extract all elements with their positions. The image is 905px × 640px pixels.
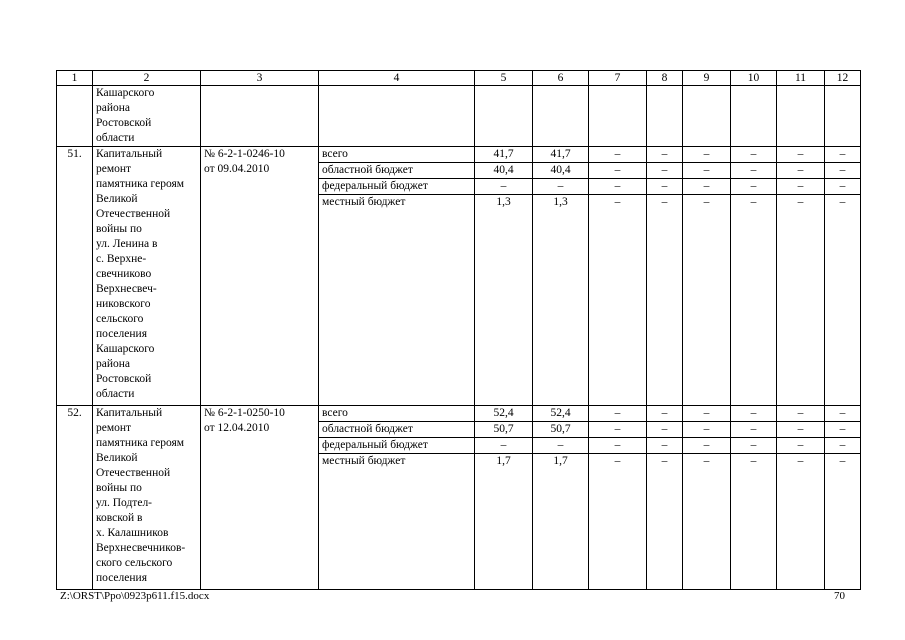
text-line: ремонт xyxy=(96,163,132,175)
empty-cell xyxy=(731,86,777,147)
budget-label: федеральный бюджет xyxy=(319,179,475,195)
text-line: Отечественной xyxy=(96,467,171,479)
text-line: ковской в xyxy=(96,512,143,524)
value-col5: – xyxy=(475,179,533,195)
value-col8: – xyxy=(647,438,683,454)
text-line: ул. Ленина в xyxy=(96,238,158,250)
value-col11: – xyxy=(777,195,825,406)
text-line: памятника героям xyxy=(96,178,185,190)
value-col5: 50,7 xyxy=(475,422,533,438)
empty-cell xyxy=(683,86,731,147)
header-cell: 4 xyxy=(319,71,475,86)
text-line: ского сельского xyxy=(96,557,173,569)
text-line: Кашарского xyxy=(96,87,155,99)
value-col7: – xyxy=(589,195,647,406)
value-col7: – xyxy=(589,147,647,163)
value-col10: – xyxy=(731,147,777,163)
budget-label: местный бюджет xyxy=(319,195,475,406)
page-number: 70 xyxy=(834,590,845,602)
value-col5: – xyxy=(475,438,533,454)
value-col9: – xyxy=(683,438,731,454)
value-col11: – xyxy=(777,438,825,454)
header-cell: 1 xyxy=(57,71,93,86)
text-line: района xyxy=(96,358,131,370)
header-cell: 3 xyxy=(201,71,319,86)
budget-row xyxy=(57,406,861,422)
value-col6: – xyxy=(533,438,589,454)
header-cell: 11 xyxy=(777,71,825,86)
empty-cell xyxy=(57,86,93,147)
text-line: района xyxy=(96,102,131,114)
value-col9: – xyxy=(683,147,731,163)
value-col12: – xyxy=(825,179,861,195)
header-cell: 8 xyxy=(647,71,683,86)
budget-label: областной бюджет xyxy=(319,422,475,438)
budget-label: всего xyxy=(319,147,475,163)
value-col12: – xyxy=(825,163,861,179)
document-table xyxy=(56,70,861,590)
value-col5: 1,3 xyxy=(475,195,533,406)
header-cell: 5 xyxy=(475,71,533,86)
text-line: ремонт xyxy=(96,422,132,434)
value-col7: – xyxy=(589,406,647,422)
value-col8: – xyxy=(647,422,683,438)
value-col11: – xyxy=(777,163,825,179)
value-col10: – xyxy=(731,422,777,438)
value-col10: – xyxy=(731,163,777,179)
header-cell: 9 xyxy=(683,71,731,86)
text-line: Верхнесвеч- xyxy=(96,283,157,295)
header-cell: 6 xyxy=(533,71,589,86)
value-col5: 52,4 xyxy=(475,406,533,422)
footer-file-path: Z:\ORST\Ppo\0923p611.f15.docx xyxy=(60,590,210,602)
text-line: Верхнесвечников- xyxy=(96,542,186,554)
text-line: области xyxy=(96,388,135,400)
text-line: № 6-2-1-0250-10 xyxy=(204,407,285,419)
value-col12: – xyxy=(825,422,861,438)
document-reference xyxy=(201,406,319,590)
value-col12: – xyxy=(825,147,861,163)
value-col8: – xyxy=(647,163,683,179)
value-col11: – xyxy=(777,147,825,163)
value-col10: – xyxy=(731,179,777,195)
value-col8: – xyxy=(647,195,683,406)
text-line: войны по xyxy=(96,482,142,494)
text-line: № 6-2-1-0246-10 xyxy=(204,148,285,160)
record-number: 51. xyxy=(57,147,93,406)
empty-cell xyxy=(777,86,825,147)
budget-label: всего xyxy=(319,406,475,422)
value-col8: – xyxy=(647,406,683,422)
text-line: свечниково xyxy=(96,268,152,280)
text-line: Капитальный xyxy=(96,407,163,419)
value-col5: 40,4 xyxy=(475,163,533,179)
value-col12: – xyxy=(825,438,861,454)
value-col10: – xyxy=(731,406,777,422)
header-cell: 7 xyxy=(589,71,647,86)
text-line: Великой xyxy=(96,452,138,464)
header-cell: 2 xyxy=(93,71,201,86)
value-col12: – xyxy=(825,454,861,590)
value-col9: – xyxy=(683,422,731,438)
value-col7: – xyxy=(589,179,647,195)
empty-cell xyxy=(825,86,861,147)
text-line: никовского xyxy=(96,298,151,310)
value-col7: – xyxy=(589,163,647,179)
empty-cell xyxy=(647,86,683,147)
text-line: от 12.04.2010 xyxy=(204,422,270,434)
value-col6: 1,7 xyxy=(533,454,589,590)
object-name-continued xyxy=(93,86,201,147)
value-col6: 52,4 xyxy=(533,406,589,422)
value-col11: – xyxy=(777,406,825,422)
budget-label: федеральный бюджет xyxy=(319,438,475,454)
text-line: Великой xyxy=(96,193,138,205)
value-col10: – xyxy=(731,438,777,454)
empty-cell xyxy=(475,86,533,147)
text-line: поселения xyxy=(96,328,147,340)
value-col10: – xyxy=(731,195,777,406)
value-col7: – xyxy=(589,454,647,590)
value-col9: – xyxy=(683,179,731,195)
text-line: от 09.04.2010 xyxy=(204,163,270,175)
value-col9: – xyxy=(683,406,731,422)
header-cell: 10 xyxy=(731,71,777,86)
text-line: войны по xyxy=(96,223,142,235)
continuation-row xyxy=(57,86,861,147)
value-col6: 50,7 xyxy=(533,422,589,438)
value-col12: – xyxy=(825,195,861,406)
value-col7: – xyxy=(589,422,647,438)
value-col5: 41,7 xyxy=(475,147,533,163)
text-line: сельского xyxy=(96,313,144,325)
value-col5: 1,7 xyxy=(475,454,533,590)
value-col9: – xyxy=(683,454,731,590)
empty-cell xyxy=(201,86,319,147)
text-line: Капитальный xyxy=(96,148,163,160)
header-row xyxy=(57,71,861,86)
object-name xyxy=(93,406,201,590)
value-col6: 41,7 xyxy=(533,147,589,163)
value-col11: – xyxy=(777,422,825,438)
document-reference xyxy=(201,147,319,406)
text-line: Отечественной xyxy=(96,208,171,220)
text-line: Ростовской xyxy=(96,373,152,385)
value-col10: – xyxy=(731,454,777,590)
empty-cell xyxy=(589,86,647,147)
empty-cell xyxy=(533,86,589,147)
budget-label: местный бюджет xyxy=(319,454,475,590)
budget-label: областной бюджет xyxy=(319,163,475,179)
text-line: с. Верхне- xyxy=(96,253,147,265)
value-col6: – xyxy=(533,179,589,195)
header-cell: 12 xyxy=(825,71,861,86)
value-col12: – xyxy=(825,406,861,422)
text-line: области xyxy=(96,132,135,144)
value-col6: 40,4 xyxy=(533,163,589,179)
text-line: ул. Подтел- xyxy=(96,497,153,509)
value-col8: – xyxy=(647,147,683,163)
value-col11: – xyxy=(777,179,825,195)
text-line: памятника героям xyxy=(96,437,185,449)
empty-cell xyxy=(319,86,475,147)
value-col7: – xyxy=(589,438,647,454)
value-col9: – xyxy=(683,163,731,179)
text-line: Кашарского xyxy=(96,343,155,355)
object-name xyxy=(93,147,201,406)
value-col11: – xyxy=(777,454,825,590)
text-line: х. Калашников xyxy=(96,527,169,539)
value-col9: – xyxy=(683,195,731,406)
budget-row xyxy=(57,147,861,163)
value-col8: – xyxy=(647,179,683,195)
value-col8: – xyxy=(647,454,683,590)
record-number: 52. xyxy=(57,406,93,590)
text-line: поселения xyxy=(96,572,147,584)
value-col6: 1,3 xyxy=(533,195,589,406)
text-line: Ростовской xyxy=(96,117,152,129)
